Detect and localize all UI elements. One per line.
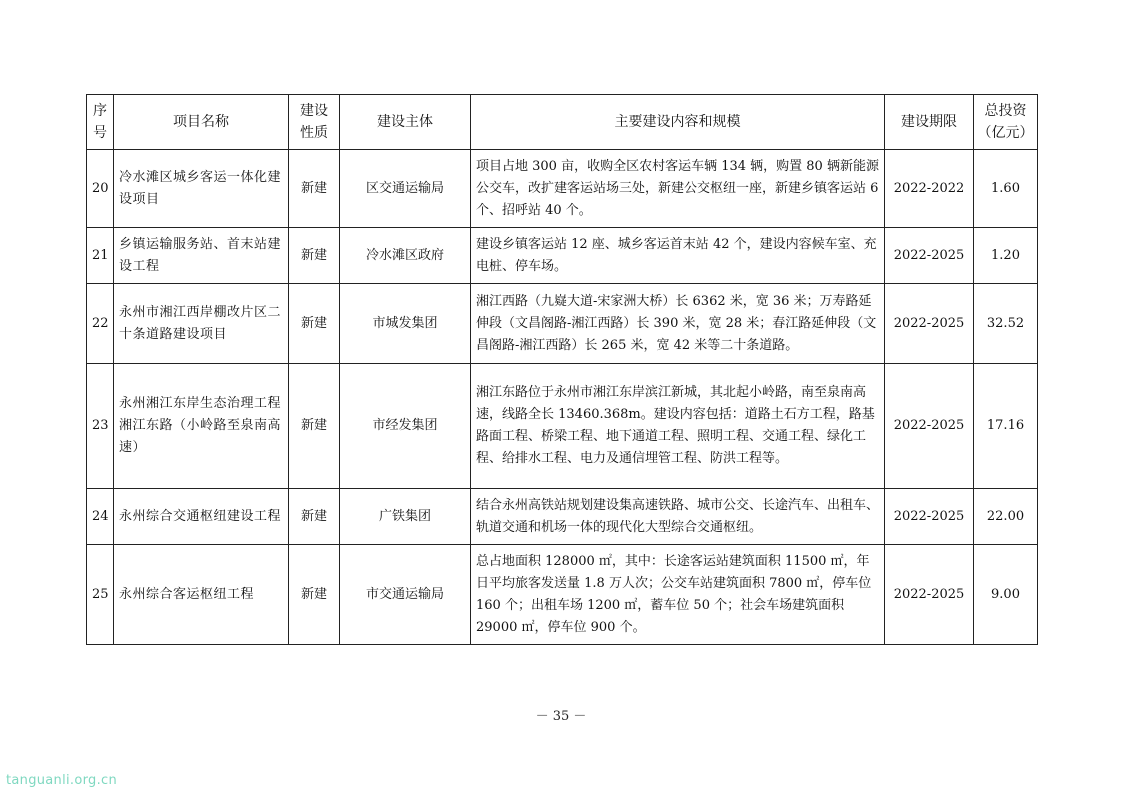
row-name: 冷水滩区城乡客运一体化建设项目	[114, 150, 289, 228]
row-content: 总占地面积 128000 ㎡，其中：长途客运站建筑面积 11500 ㎡，年日平均旅客发送量 1.8 万人次；公交车站建筑面积 7800 ㎡，停车位 160 个；出租车场 1200 ㎡，蓄车位 50 个；社会车场建筑面积 29000 ㎡，停车位 900 个。	[471, 545, 885, 645]
header-invest: 总投资 （亿元）	[974, 95, 1038, 150]
row-owner: 市经发集团	[340, 364, 471, 489]
row-seq: 24	[87, 489, 114, 545]
row-content: 建设乡镇客运站 12 座、城乡客运首末站 42 个，建设内容候车室、充电桩、停车场。	[471, 228, 885, 284]
row-seq: 22	[87, 284, 114, 364]
watermark: tanguanli.org.cn	[6, 773, 117, 788]
row-owner: 市交通运输局	[340, 545, 471, 645]
page-number: － 35 －	[535, 709, 587, 724]
row-nature: 新建	[289, 150, 340, 228]
header-content: 主要建设内容和规模	[471, 95, 885, 150]
table-row	[87, 364, 1038, 489]
table-row	[87, 150, 1038, 228]
row-seq: 21	[87, 228, 114, 284]
header-name: 项目名称	[114, 95, 289, 150]
row-seq: 25	[87, 545, 114, 645]
row-content: 项目占地 300 亩，收购全区农村客运车辆 134 辆，购置 80 辆新能源公交车，改扩建客运站场三处，新建公交枢纽一座，新建乡镇客运站 6 个、招呼站 40 个。	[471, 150, 885, 228]
header-period: 建设期限	[885, 95, 974, 150]
row-name: 永州综合交通枢纽建设工程	[114, 489, 289, 545]
row-invest: 1.20	[974, 228, 1038, 284]
row-owner: 广铁集团	[340, 489, 471, 545]
row-name: 永州市湘江西岸棚改片区二十条道路建设项目	[114, 284, 289, 364]
row-content: 湘江东路位于永州市湘江东岸滨江新城，其北起小岭路，南至泉南高速，线路全长 13460.368m。建设内容包括：道路土石方工程，路基路面工程、桥梁工程、地下通道工程、照明工程、交通工程、绿化工程、给排水工程、电力及通信埋管工程、防洪工程等。	[471, 364, 885, 489]
row-seq: 23	[87, 364, 114, 489]
row-invest: 9.00	[974, 545, 1038, 645]
row-seq: 20	[87, 150, 114, 228]
row-nature: 新建	[289, 228, 340, 284]
row-nature: 新建	[289, 489, 340, 545]
row-period: 2022-2022	[885, 150, 974, 228]
row-owner: 冷水滩区政府	[340, 228, 471, 284]
row-owner: 市城发集团	[340, 284, 471, 364]
row-nature: 新建	[289, 545, 340, 645]
table-row	[87, 284, 1038, 364]
row-period: 2022-2025	[885, 284, 974, 364]
table-row	[87, 545, 1038, 645]
header-nature: 建设 性质	[289, 95, 340, 150]
header-owner: 建设主体	[340, 95, 471, 150]
row-invest: 22.00	[974, 489, 1038, 545]
row-content: 结合永州高铁站规划建设集高速铁路、城市公交、长途汽车、出租车、轨道交通和机场一体的现代化大型综合交通枢纽。	[471, 489, 885, 545]
row-period: 2022-2025	[885, 228, 974, 284]
row-period: 2022-2025	[885, 489, 974, 545]
row-name: 乡镇运输服务站、首末站建设工程	[114, 228, 289, 284]
row-period: 2022-2025	[885, 545, 974, 645]
header-row	[87, 95, 1038, 150]
row-name: 永州湘江东岸生态治理工程湘江东路（小岭路至泉南高速）	[114, 364, 289, 489]
table-row	[87, 228, 1038, 284]
row-name: 永州综合客运枢纽工程	[114, 545, 289, 645]
row-nature: 新建	[289, 364, 340, 489]
row-nature: 新建	[289, 284, 340, 364]
row-invest: 1.60	[974, 150, 1038, 228]
row-period: 2022-2025	[885, 364, 974, 489]
project-table	[86, 94, 1038, 645]
row-owner: 区交通运输局	[340, 150, 471, 228]
row-content: 湘江西路（九嶷大道-宋家洲大桥）长 6362 米，宽 36 米；万寿路延伸段（文昌阁路-湘江西路）长 390 米，宽 28 米；春江路延伸段（文昌阁路-湘江西路）长 265 米，宽 42 米等二十条道路。	[471, 284, 885, 364]
row-invest: 17.16	[974, 364, 1038, 489]
table-row	[87, 489, 1038, 545]
row-invest: 32.52	[974, 284, 1038, 364]
header-seq: 序 号	[87, 95, 114, 150]
